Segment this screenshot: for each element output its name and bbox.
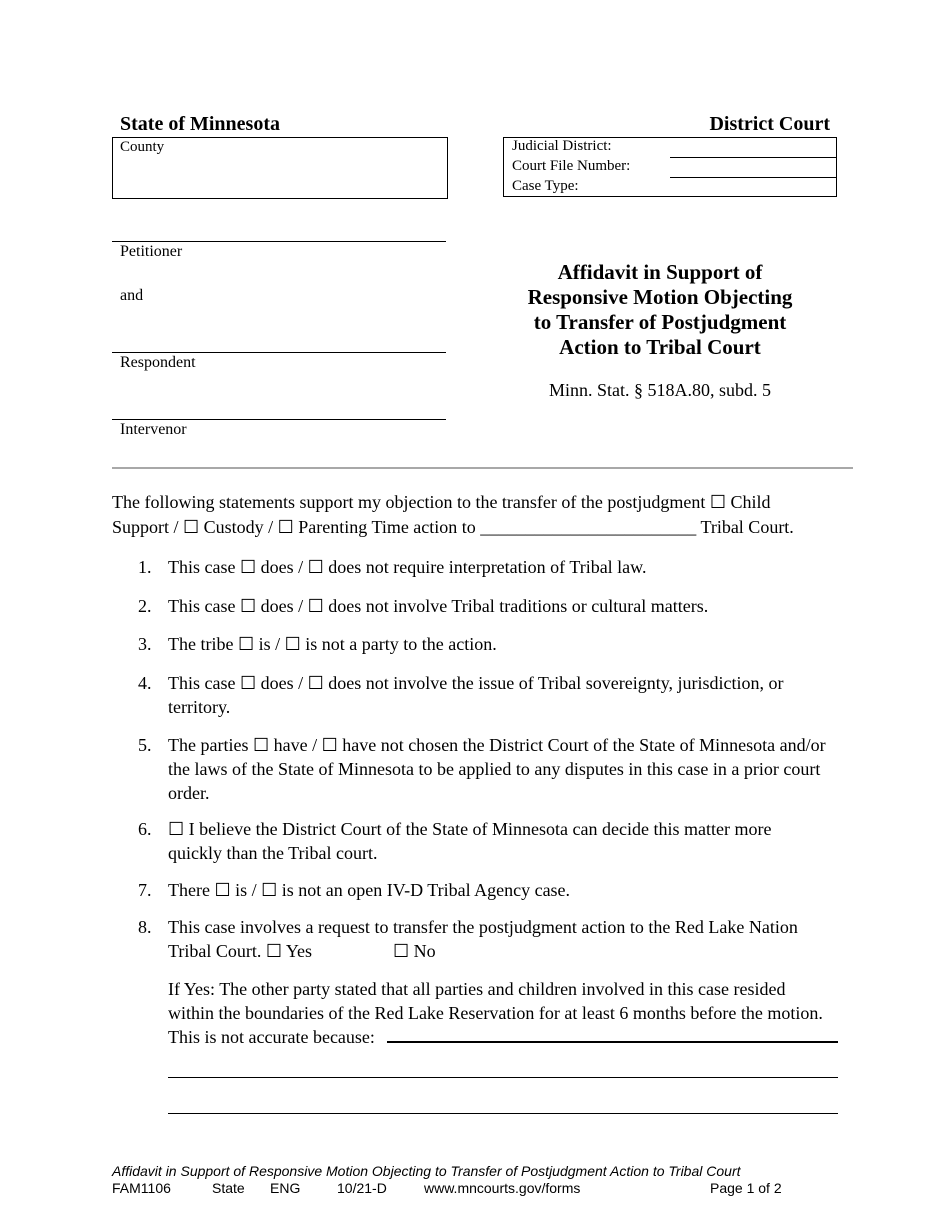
intervenor-line[interactable] bbox=[112, 419, 446, 420]
title-line: Affidavit in Support of bbox=[557, 260, 763, 284]
item-number: 6. bbox=[138, 819, 152, 839]
if-yes-line-1: If Yes: The other party stated that all parties and children involved in this case resided bbox=[168, 979, 786, 999]
reason-input-line-2[interactable] bbox=[168, 1077, 838, 1078]
judicial-district-label: Judicial District: bbox=[512, 138, 612, 154]
item-number: 2. bbox=[138, 596, 152, 616]
item-number: 7. bbox=[138, 880, 152, 900]
item-text: The tribe ☐ is / ☐ is not a party to the action. bbox=[168, 634, 497, 654]
item-text: This case ☐ does / ☐ does not involve Tribal traditions or cultural matters. bbox=[168, 596, 709, 616]
court-file-number-row[interactable] bbox=[504, 158, 836, 178]
item-line: ☐ I believe the District Court of the State of Minnesota can decide this matter more bbox=[168, 819, 772, 839]
item-line: The parties ☐ have / ☐ have not chosen the District Court of the State of Minnesota and/or bbox=[168, 735, 826, 755]
title-line: Responsive Motion Objecting bbox=[527, 285, 793, 309]
item-text: There ☐ is / ☐ is not an open IV-D Tribal Agency case. bbox=[168, 880, 571, 900]
no-checkbox[interactable]: ☐ No bbox=[393, 941, 436, 961]
if-yes-line-2: within the boundaries of the Red Lake Reservation for at least 6 months before the motion. bbox=[168, 1003, 823, 1023]
and-label: and bbox=[120, 287, 144, 304]
item-number: 1. bbox=[138, 557, 152, 577]
court-heading: District Court bbox=[709, 113, 830, 135]
item-text bbox=[168, 733, 858, 805]
item-number: 5. bbox=[138, 735, 152, 755]
item-line: the laws of the State of Minnesota to be applied to any disputes in this case in a prior court bbox=[168, 759, 821, 779]
footer-url[interactable]: www.mncourts.gov/forms bbox=[424, 1180, 581, 1196]
intro-paragraph bbox=[112, 490, 854, 540]
item-line: quickly than the Tribal court. bbox=[168, 843, 378, 863]
footer-state: State bbox=[212, 1180, 245, 1196]
county-label: County bbox=[120, 139, 165, 155]
court-file-number-label: Court File Number: bbox=[512, 158, 631, 174]
section-divider bbox=[112, 467, 853, 469]
footer-language: ENG bbox=[270, 1180, 301, 1196]
item-line: territory. bbox=[168, 697, 231, 717]
item-text: This case ☐ does / ☐ does not require interpretation of Tribal law. bbox=[168, 557, 647, 577]
state-heading: State of Minnesota bbox=[120, 113, 280, 135]
respondent-label: Respondent bbox=[120, 354, 196, 371]
county-field[interactable] bbox=[112, 137, 448, 199]
form-title bbox=[490, 260, 830, 360]
footer-form-code: FAM1106 bbox=[112, 1180, 171, 1196]
judicial-district-row[interactable] bbox=[504, 138, 836, 158]
intro-line-1: The following statements support my objection to the transfer of the postjudgment ☐ Child bbox=[112, 492, 771, 512]
petitioner-line[interactable] bbox=[112, 241, 446, 242]
item-text bbox=[168, 671, 858, 719]
item-number: 8. bbox=[138, 917, 152, 937]
footer-version: 10/21-D bbox=[337, 1180, 387, 1196]
footer-form-title: Affidavit in Support of Responsive Motion Objecting to Transfer of Postjudgment Action to Tribal Court bbox=[112, 1163, 741, 1179]
intervenor-label: Intervenor bbox=[120, 421, 187, 438]
case-type-label: Case Type: bbox=[512, 178, 579, 194]
item-line: order. bbox=[168, 783, 210, 803]
if-yes-text bbox=[168, 977, 858, 1049]
item-number: 4. bbox=[138, 673, 152, 693]
title-line: Action to Tribal Court bbox=[559, 335, 761, 359]
item-line: This case ☐ does / ☐ does not involve the issue of Tribal sovereignty, jurisdiction, or bbox=[168, 673, 784, 693]
title-line: to Transfer of Postjudgment bbox=[533, 310, 787, 334]
intro-line-2: Support / ☐ Custody / ☐ Parenting Time action to ________________________ Tribal Court. bbox=[112, 517, 794, 537]
item-line: This case involves a request to transfer the postjudgment action to the Red Lake Nation bbox=[168, 917, 798, 937]
footer-meta bbox=[112, 1180, 812, 1198]
item-text bbox=[168, 915, 858, 963]
yes-no-row bbox=[168, 939, 858, 963]
reason-input-line-3[interactable] bbox=[168, 1113, 838, 1114]
item-text bbox=[168, 817, 858, 865]
petitioner-label: Petitioner bbox=[120, 243, 183, 260]
if-yes-line-3: This is not accurate because: bbox=[168, 1027, 375, 1047]
yes-checkbox[interactable]: Tribal Court. ☐ Yes bbox=[168, 941, 313, 961]
item-number: 3. bbox=[138, 634, 152, 654]
case-info-box bbox=[503, 137, 837, 197]
statute-reference: Minn. Stat. § 518A.80, subd. 5 bbox=[548, 380, 771, 400]
footer-page-number: Page 1 of 2 bbox=[710, 1180, 782, 1196]
case-type-row[interactable] bbox=[504, 178, 836, 198]
reason-input-line-1[interactable] bbox=[387, 1041, 838, 1043]
respondent-line[interactable] bbox=[112, 352, 446, 353]
